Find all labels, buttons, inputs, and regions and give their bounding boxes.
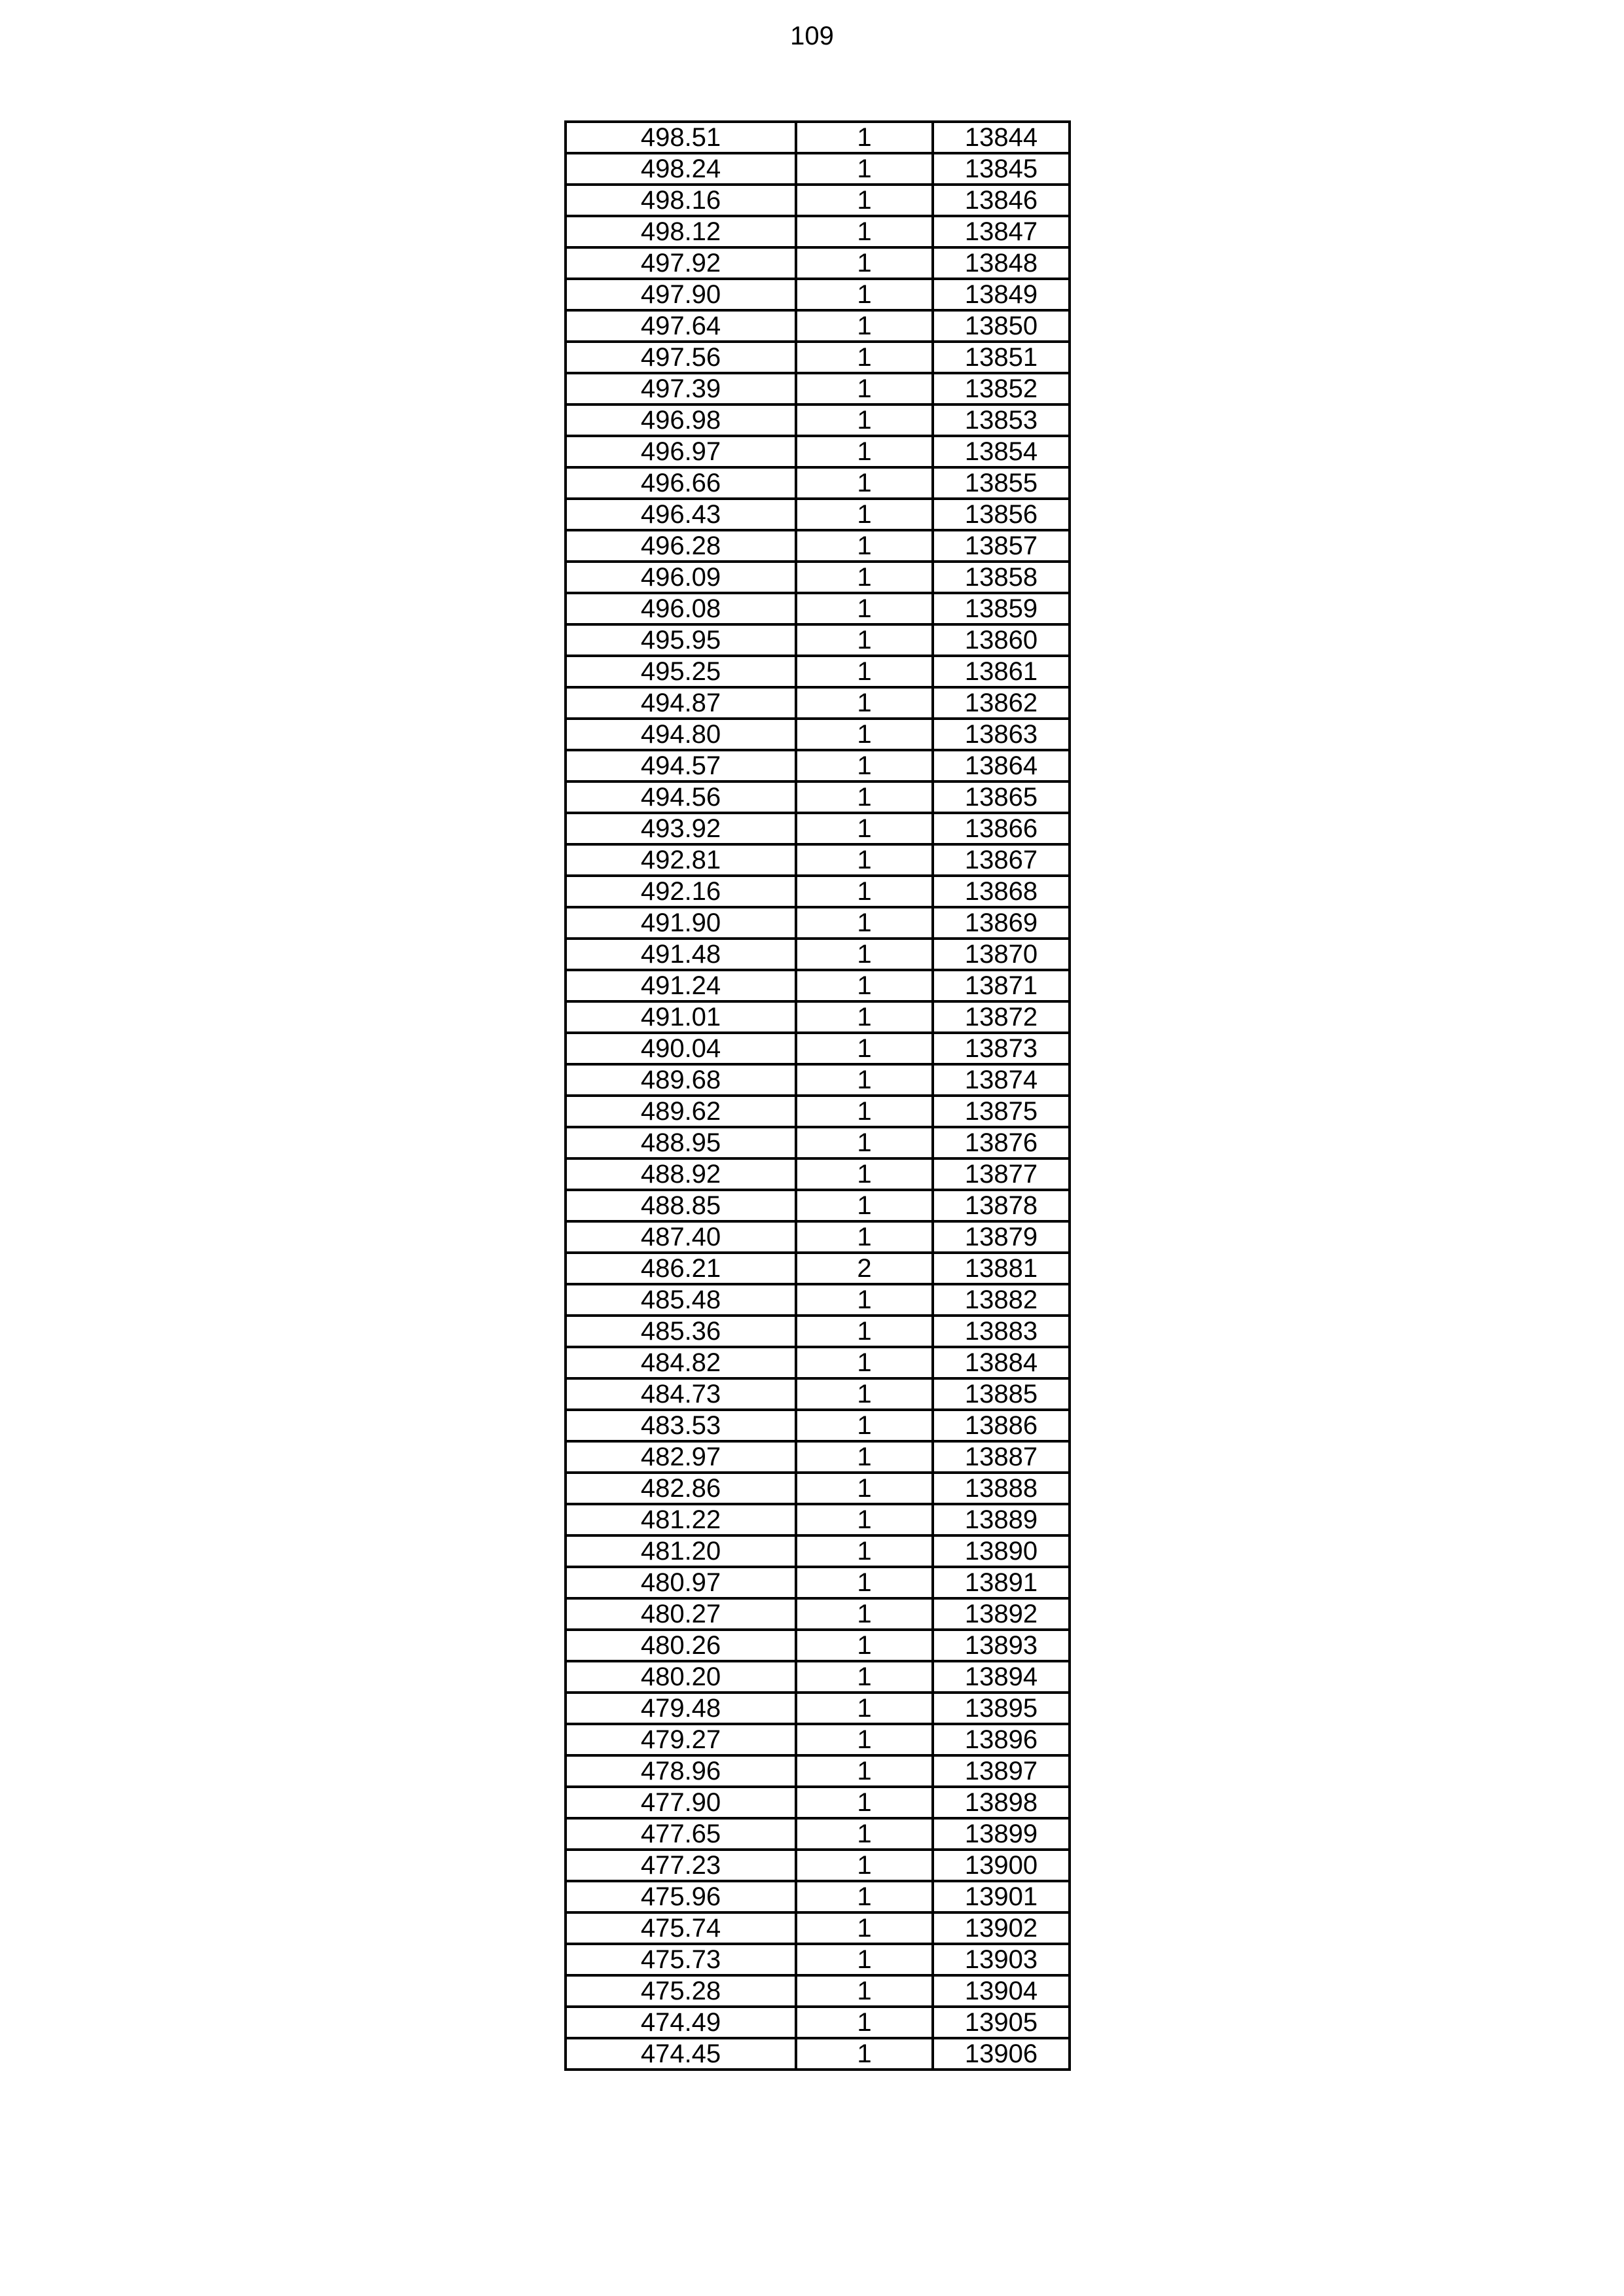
value-cell: 475.96 (566, 1881, 796, 1912)
id-cell: 13888 (933, 1473, 1070, 1504)
id-cell: 13844 (933, 122, 1070, 153)
count-cell: 1 (796, 1441, 933, 1473)
table-row (566, 153, 1070, 185)
table-row (566, 2038, 1070, 2070)
count-cell: 1 (796, 2007, 933, 2038)
id-cell: 13891 (933, 1567, 1070, 1598)
id-cell: 13886 (933, 1410, 1070, 1441)
table-row (566, 1755, 1070, 1787)
id-cell: 13868 (933, 876, 1070, 907)
value-cell: 484.73 (566, 1378, 796, 1410)
id-cell: 13874 (933, 1064, 1070, 1096)
count-cell: 1 (796, 844, 933, 876)
table-row (566, 1441, 1070, 1473)
table-row (566, 1221, 1070, 1253)
value-cell: 497.92 (566, 247, 796, 279)
value-cell: 496.43 (566, 499, 796, 530)
value-cell: 481.22 (566, 1504, 796, 1535)
count-cell: 1 (796, 1661, 933, 1693)
table-row (566, 467, 1070, 499)
table-row (566, 939, 1070, 970)
value-cell: 480.97 (566, 1567, 796, 1598)
count-cell: 1 (796, 970, 933, 1001)
table-row (566, 593, 1070, 624)
count-cell: 1 (796, 1158, 933, 1190)
value-cell: 475.73 (566, 1944, 796, 1975)
id-cell: 13854 (933, 436, 1070, 467)
value-cell: 485.48 (566, 1284, 796, 1316)
count-cell: 1 (796, 499, 933, 530)
id-cell: 13864 (933, 750, 1070, 781)
count-cell: 1 (796, 2038, 933, 2070)
table-row (566, 1535, 1070, 1567)
table-row (566, 530, 1070, 562)
count-cell: 1 (796, 216, 933, 247)
id-cell: 13887 (933, 1441, 1070, 1473)
value-cell: 494.56 (566, 781, 796, 813)
value-cell: 495.95 (566, 624, 796, 656)
count-cell: 1 (796, 279, 933, 310)
table-row (566, 719, 1070, 750)
id-cell: 13894 (933, 1661, 1070, 1693)
table-row (566, 1787, 1070, 1818)
value-cell: 498.24 (566, 153, 796, 185)
id-cell: 13873 (933, 1033, 1070, 1064)
value-cell: 489.62 (566, 1096, 796, 1127)
table-body (566, 122, 1070, 2070)
count-cell: 1 (796, 1284, 933, 1316)
id-cell: 13865 (933, 781, 1070, 813)
table-row (566, 1064, 1070, 1096)
id-cell: 13876 (933, 1127, 1070, 1158)
id-cell: 13895 (933, 1693, 1070, 1724)
count-cell: 1 (796, 1975, 933, 2007)
value-cell: 496.97 (566, 436, 796, 467)
table-row (566, 687, 1070, 719)
value-cell: 478.96 (566, 1755, 796, 1787)
table-row (566, 907, 1070, 939)
table-row (566, 1504, 1070, 1535)
count-cell: 1 (796, 1221, 933, 1253)
id-cell: 13845 (933, 153, 1070, 185)
table-row (566, 1661, 1070, 1693)
table-row (566, 1378, 1070, 1410)
id-cell: 13883 (933, 1316, 1070, 1347)
count-cell: 1 (796, 1190, 933, 1221)
id-cell: 13870 (933, 939, 1070, 970)
id-cell: 13879 (933, 1221, 1070, 1253)
table-row (566, 216, 1070, 247)
id-cell: 13851 (933, 342, 1070, 373)
id-cell: 13857 (933, 530, 1070, 562)
table-row (566, 404, 1070, 436)
count-cell: 2 (796, 1253, 933, 1284)
table-row (566, 1598, 1070, 1630)
value-cell: 477.23 (566, 1850, 796, 1881)
table-row (566, 1975, 1070, 2007)
value-cell: 480.26 (566, 1630, 796, 1661)
id-cell: 13871 (933, 970, 1070, 1001)
table-row (566, 373, 1070, 404)
table-row (566, 624, 1070, 656)
count-cell: 1 (796, 1850, 933, 1881)
id-cell: 13884 (933, 1347, 1070, 1378)
table-row (566, 750, 1070, 781)
value-cell: 488.95 (566, 1127, 796, 1158)
value-cell: 491.48 (566, 939, 796, 970)
count-cell: 1 (796, 656, 933, 687)
count-cell: 1 (796, 122, 933, 153)
table-row (566, 185, 1070, 216)
value-cell: 498.51 (566, 122, 796, 153)
id-cell: 13847 (933, 216, 1070, 247)
value-cell: 491.01 (566, 1001, 796, 1033)
value-cell: 485.36 (566, 1316, 796, 1347)
count-cell: 1 (796, 687, 933, 719)
table-row (566, 122, 1070, 153)
table-row (566, 1158, 1070, 1190)
table-row (566, 1033, 1070, 1064)
id-cell: 13860 (933, 624, 1070, 656)
value-cell: 492.81 (566, 844, 796, 876)
id-cell: 13848 (933, 247, 1070, 279)
value-cell: 483.53 (566, 1410, 796, 1441)
table-row (566, 1473, 1070, 1504)
id-cell: 13867 (933, 844, 1070, 876)
id-cell: 13858 (933, 562, 1070, 593)
value-cell: 496.09 (566, 562, 796, 593)
table-row (566, 1284, 1070, 1316)
count-cell: 1 (796, 436, 933, 467)
count-cell: 1 (796, 1755, 933, 1787)
value-cell: 484.82 (566, 1347, 796, 1378)
table-row (566, 813, 1070, 844)
table-row (566, 1096, 1070, 1127)
count-cell: 1 (796, 1818, 933, 1850)
value-cell: 489.68 (566, 1064, 796, 1096)
value-cell: 496.08 (566, 593, 796, 624)
count-cell: 1 (796, 373, 933, 404)
value-cell: 488.92 (566, 1158, 796, 1190)
id-cell: 13903 (933, 1944, 1070, 1975)
count-cell: 1 (796, 1410, 933, 1441)
id-cell: 13906 (933, 2038, 1070, 2070)
table-row (566, 1190, 1070, 1221)
value-cell: 497.39 (566, 373, 796, 404)
count-cell: 1 (796, 624, 933, 656)
id-cell: 13861 (933, 656, 1070, 687)
count-cell: 1 (796, 247, 933, 279)
id-cell: 13893 (933, 1630, 1070, 1661)
count-cell: 1 (796, 1630, 933, 1661)
value-cell: 495.25 (566, 656, 796, 687)
count-cell: 1 (796, 1567, 933, 1598)
id-cell: 13896 (933, 1724, 1070, 1755)
count-cell: 1 (796, 1316, 933, 1347)
table-row (566, 279, 1070, 310)
value-cell: 494.57 (566, 750, 796, 781)
table-row (566, 310, 1070, 342)
id-cell: 13877 (933, 1158, 1070, 1190)
count-cell: 1 (796, 1724, 933, 1755)
id-cell: 13878 (933, 1190, 1070, 1221)
id-cell: 13859 (933, 593, 1070, 624)
id-cell: 13882 (933, 1284, 1070, 1316)
id-cell: 13900 (933, 1850, 1070, 1881)
count-cell: 1 (796, 1881, 933, 1912)
count-cell: 1 (796, 1787, 933, 1818)
value-cell: 494.80 (566, 719, 796, 750)
page-number: 109 (790, 22, 834, 50)
table-row (566, 876, 1070, 907)
value-cell: 477.90 (566, 1787, 796, 1818)
id-cell: 13852 (933, 373, 1070, 404)
id-cell: 13850 (933, 310, 1070, 342)
value-cell: 479.48 (566, 1693, 796, 1724)
id-cell: 13856 (933, 499, 1070, 530)
count-cell: 1 (796, 1001, 933, 1033)
count-cell: 1 (796, 467, 933, 499)
value-cell: 475.28 (566, 1975, 796, 2007)
id-cell: 13872 (933, 1001, 1070, 1033)
table-row (566, 844, 1070, 876)
value-cell: 487.40 (566, 1221, 796, 1253)
table-row (566, 436, 1070, 467)
id-cell: 13904 (933, 1975, 1070, 2007)
table-row (566, 1944, 1070, 1975)
id-cell: 13875 (933, 1096, 1070, 1127)
count-cell: 1 (796, 310, 933, 342)
value-cell: 480.20 (566, 1661, 796, 1693)
value-cell: 497.90 (566, 279, 796, 310)
id-cell: 13862 (933, 687, 1070, 719)
value-cell: 498.16 (566, 185, 796, 216)
count-cell: 1 (796, 750, 933, 781)
count-cell: 1 (796, 939, 933, 970)
id-cell: 13869 (933, 907, 1070, 939)
table-row (566, 499, 1070, 530)
value-cell: 474.45 (566, 2038, 796, 2070)
value-cell: 496.98 (566, 404, 796, 436)
table-row (566, 1693, 1070, 1724)
count-cell: 1 (796, 781, 933, 813)
count-cell: 1 (796, 876, 933, 907)
id-cell: 13885 (933, 1378, 1070, 1410)
table-row (566, 1127, 1070, 1158)
id-cell: 13881 (933, 1253, 1070, 1284)
count-cell: 1 (796, 185, 933, 216)
id-cell: 13892 (933, 1598, 1070, 1630)
count-cell: 1 (796, 1535, 933, 1567)
table-row (566, 1630, 1070, 1661)
data-table (564, 120, 1071, 2071)
id-cell: 13863 (933, 719, 1070, 750)
count-cell: 1 (796, 813, 933, 844)
table-row (566, 247, 1070, 279)
count-cell: 1 (796, 1912, 933, 1944)
id-cell: 13902 (933, 1912, 1070, 1944)
table-row (566, 342, 1070, 373)
table-row (566, 1912, 1070, 1944)
count-cell: 1 (796, 1096, 933, 1127)
value-cell: 498.12 (566, 216, 796, 247)
table-row (566, 1316, 1070, 1347)
count-cell: 1 (796, 907, 933, 939)
count-cell: 1 (796, 404, 933, 436)
value-cell: 496.66 (566, 467, 796, 499)
count-cell: 1 (796, 530, 933, 562)
count-cell: 1 (796, 719, 933, 750)
id-cell: 13898 (933, 1787, 1070, 1818)
table-row (566, 1818, 1070, 1850)
value-cell: 481.20 (566, 1535, 796, 1567)
value-cell: 491.24 (566, 970, 796, 1001)
count-cell: 1 (796, 342, 933, 373)
id-cell: 13897 (933, 1755, 1070, 1787)
value-cell: 486.21 (566, 1253, 796, 1284)
value-cell: 482.86 (566, 1473, 796, 1504)
value-cell: 492.16 (566, 876, 796, 907)
id-cell: 13855 (933, 467, 1070, 499)
value-cell: 493.92 (566, 813, 796, 844)
table-row (566, 1850, 1070, 1881)
id-cell: 13866 (933, 813, 1070, 844)
value-cell: 475.74 (566, 1912, 796, 1944)
id-cell: 13899 (933, 1818, 1070, 1850)
count-cell: 1 (796, 1064, 933, 1096)
count-cell: 1 (796, 1127, 933, 1158)
value-cell: 474.49 (566, 2007, 796, 2038)
table-row (566, 656, 1070, 687)
value-cell: 477.65 (566, 1818, 796, 1850)
table-row (566, 1347, 1070, 1378)
id-cell: 13901 (933, 1881, 1070, 1912)
count-cell: 1 (796, 1504, 933, 1535)
value-cell: 479.27 (566, 1724, 796, 1755)
table-row (566, 781, 1070, 813)
id-cell: 13890 (933, 1535, 1070, 1567)
table-row (566, 1253, 1070, 1284)
count-cell: 1 (796, 153, 933, 185)
id-cell: 13889 (933, 1504, 1070, 1535)
count-cell: 1 (796, 1033, 933, 1064)
count-cell: 1 (796, 1378, 933, 1410)
table-row (566, 1567, 1070, 1598)
count-cell: 1 (796, 1944, 933, 1975)
value-cell: 488.85 (566, 1190, 796, 1221)
id-cell: 13853 (933, 404, 1070, 436)
value-cell: 491.90 (566, 907, 796, 939)
table-row (566, 1881, 1070, 1912)
table-row (566, 1410, 1070, 1441)
count-cell: 1 (796, 1473, 933, 1504)
count-cell: 1 (796, 1693, 933, 1724)
table-row (566, 1724, 1070, 1755)
value-cell: 482.97 (566, 1441, 796, 1473)
value-cell: 497.64 (566, 310, 796, 342)
table-row (566, 1001, 1070, 1033)
id-cell: 13846 (933, 185, 1070, 216)
value-cell: 480.27 (566, 1598, 796, 1630)
id-cell: 13849 (933, 279, 1070, 310)
count-cell: 1 (796, 1598, 933, 1630)
value-cell: 496.28 (566, 530, 796, 562)
value-cell: 490.04 (566, 1033, 796, 1064)
id-cell: 13905 (933, 2007, 1070, 2038)
count-cell: 1 (796, 593, 933, 624)
value-cell: 497.56 (566, 342, 796, 373)
table-row (566, 2007, 1070, 2038)
count-cell: 1 (796, 1347, 933, 1378)
value-cell: 494.87 (566, 687, 796, 719)
table-row (566, 970, 1070, 1001)
table-row (566, 562, 1070, 593)
count-cell: 1 (796, 562, 933, 593)
